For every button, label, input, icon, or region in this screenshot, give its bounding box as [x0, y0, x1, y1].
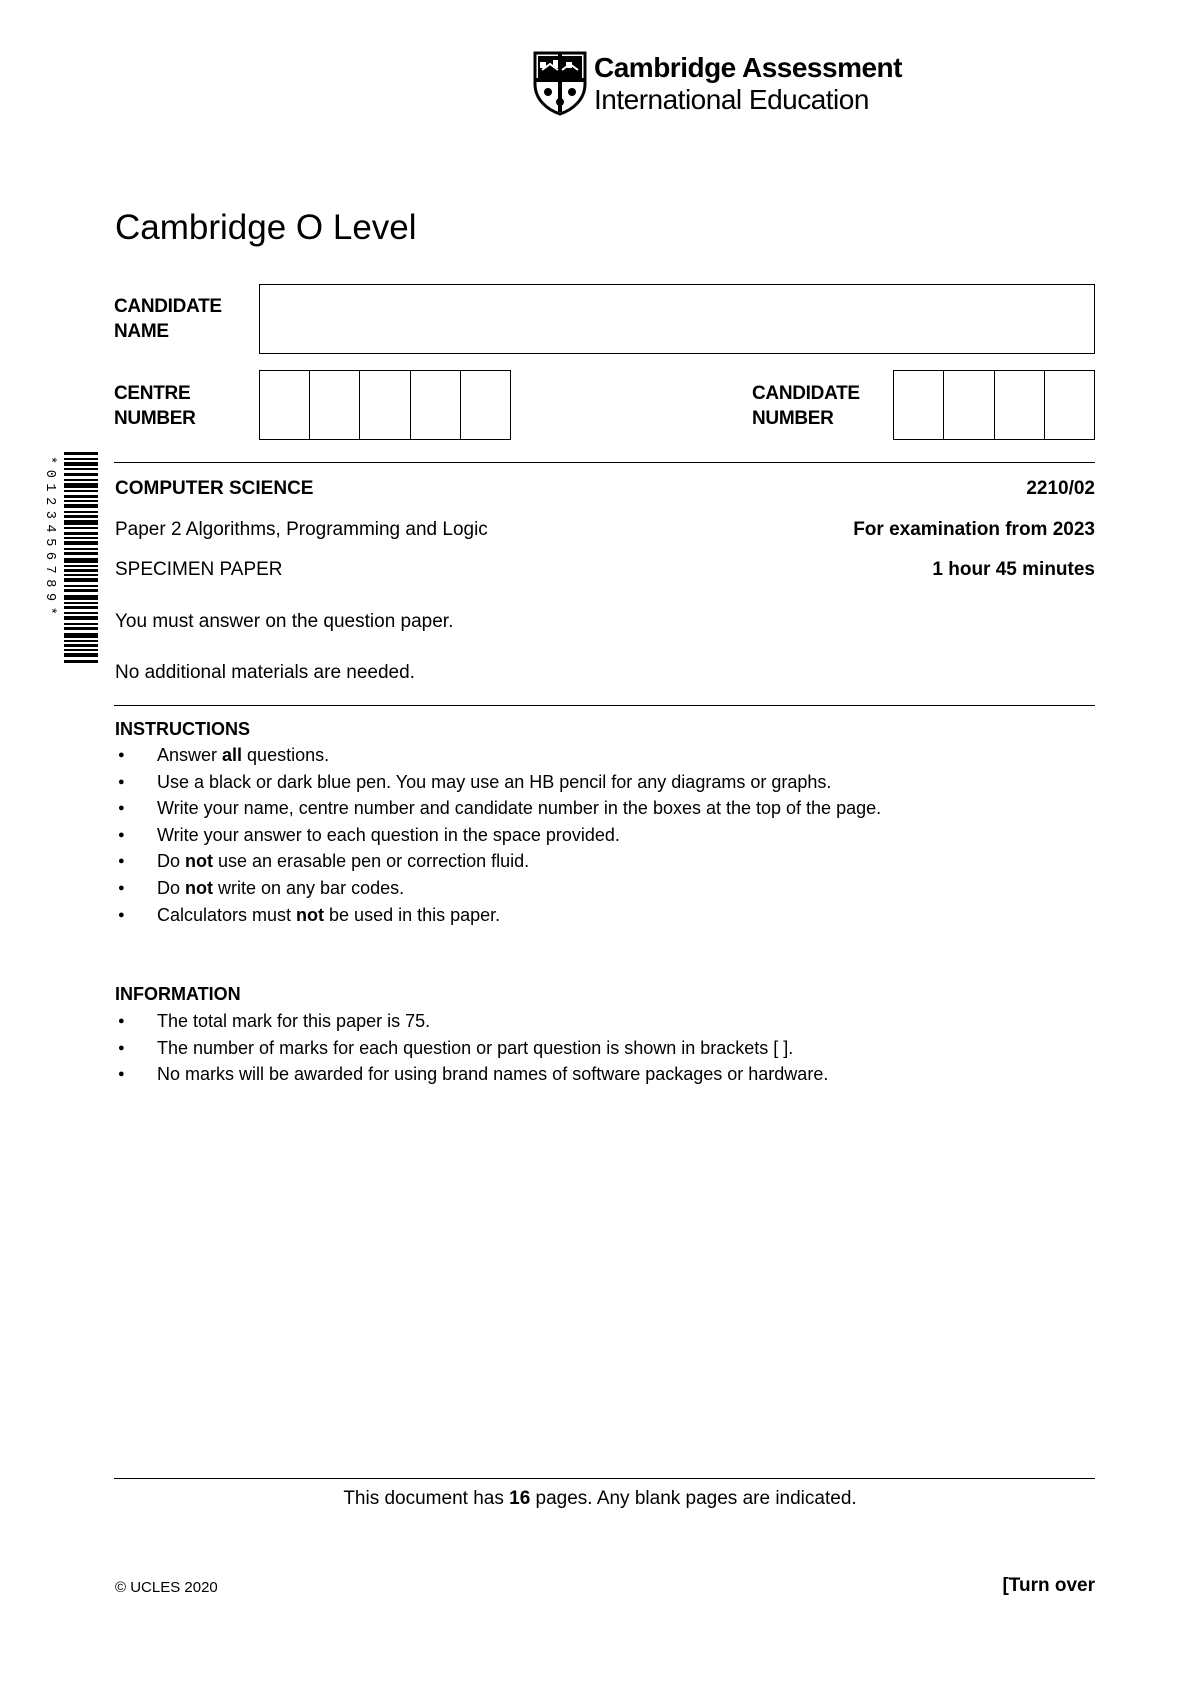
paper-code: 2210/02	[1026, 478, 1095, 499]
page-count-note: This document has 16 pages. Any blank pages are indicated.	[343, 1488, 857, 1509]
candidate-name-field[interactable]	[259, 284, 1095, 354]
exam-from: For examination from 2023	[853, 519, 1095, 540]
candidate-number-label: CANDIDATE NUMBER	[752, 383, 860, 429]
list-item: ● Do not write on any bar codes.	[115, 875, 881, 902]
turn-over: [Turn over	[1002, 1575, 1095, 1596]
candidate-number-cell[interactable]	[1045, 371, 1094, 439]
candidate-number-cell[interactable]	[995, 371, 1045, 439]
divider	[114, 462, 1095, 463]
centre-number-cell[interactable]	[461, 371, 510, 439]
footer-divider	[114, 1478, 1095, 1479]
list-item: ● The total mark for this paper is 75.	[115, 1008, 828, 1035]
information-list	[115, 1008, 828, 1088]
list-item: ● Calculators must not be used in this paper.	[115, 902, 881, 929]
centre-number-cell[interactable]	[260, 371, 310, 439]
list-item: ● No marks will be awarded for using brand names of software packages or hardware.	[115, 1061, 828, 1088]
centre-number-cell[interactable]	[360, 371, 410, 439]
instructions-heading: INSTRUCTIONS	[115, 719, 250, 739]
copyright: © UCLES 2020	[115, 1579, 218, 1596]
centre-number-field[interactable]	[259, 370, 511, 440]
candidate-number-field[interactable]	[893, 370, 1095, 440]
centre-number-label: CENTRE NUMBER	[114, 383, 196, 429]
instructions-list	[115, 742, 881, 928]
subject-name: COMPUTER SCIENCE	[115, 478, 314, 499]
list-item: ● Write your name, centre number and candidate number in the boxes at the top of the page.	[115, 795, 881, 822]
crest-icon	[532, 50, 588, 116]
answer-note: You must answer on the question paper.	[115, 611, 454, 632]
divider	[114, 705, 1095, 706]
centre-number-cell[interactable]	[411, 371, 461, 439]
candidate-number-cell[interactable]	[944, 371, 994, 439]
exam-duration: 1 hour 45 minutes	[932, 559, 1095, 580]
logo	[532, 50, 592, 120]
paper-title: Paper 2 Algorithms, Programming and Logic	[115, 519, 488, 540]
list-item: ● Use a black or dark blue pen. You may use an HB pencil for any diagrams or graphs.	[115, 769, 881, 796]
qualification-title: Cambridge O Level	[115, 208, 417, 247]
list-item: ● Answer all questions.	[115, 742, 881, 769]
materials-note: No additional materials are needed.	[115, 662, 415, 683]
org-line-1: Cambridge Assessment	[594, 52, 902, 83]
list-item: ● Do not use an erasable pen or correction fluid.	[115, 848, 881, 875]
list-item: ● The number of marks for each question or part question is shown in brackets [ ].	[115, 1035, 828, 1062]
information-heading: INFORMATION	[115, 984, 241, 1004]
candidate-number-cell[interactable]	[894, 371, 944, 439]
centre-number-cell[interactable]	[310, 371, 360, 439]
barcode	[42, 452, 100, 666]
barcode-number: *0123456789*	[42, 456, 57, 621]
org-line-2: International Education	[594, 84, 869, 115]
paper-type: SPECIMEN PAPER	[115, 559, 283, 580]
organisation-name	[594, 52, 902, 116]
candidate-name-label: CANDIDATE NAME	[114, 296, 222, 342]
list-item: ● Write your answer to each question in the space provided.	[115, 822, 881, 849]
